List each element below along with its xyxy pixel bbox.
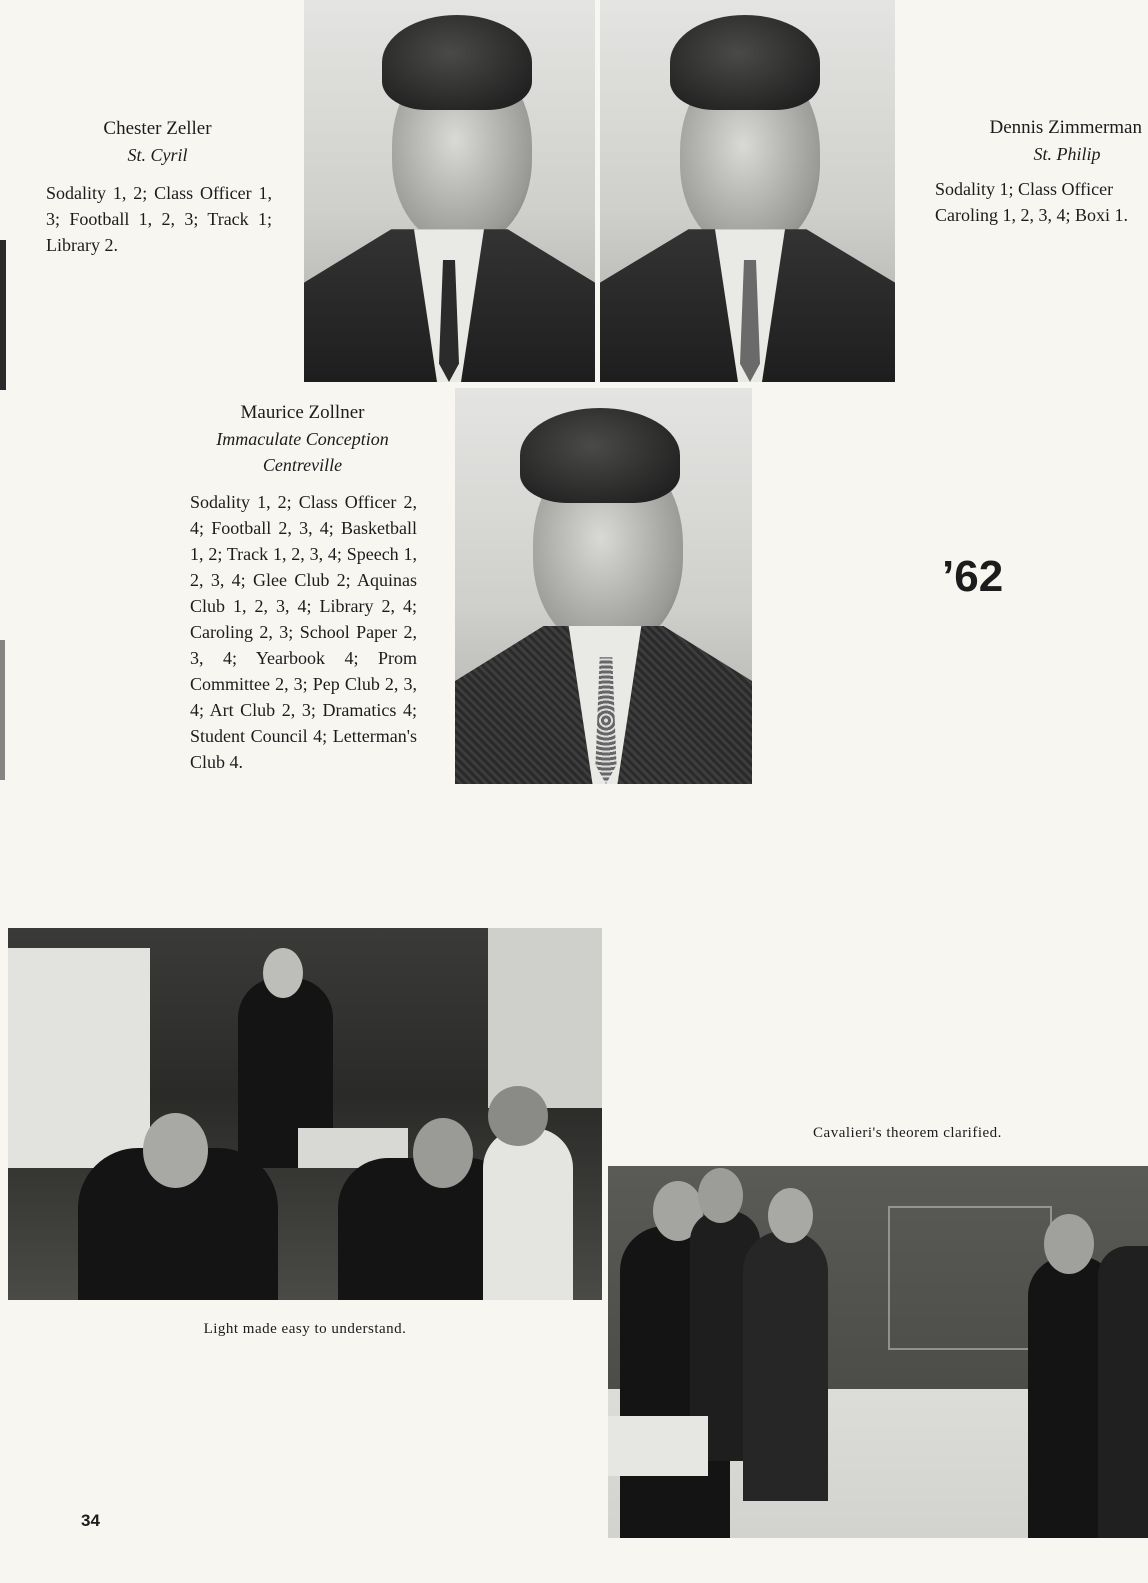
student-parish: St. Philip bbox=[1033, 144, 1101, 164]
student-name: Chester Zeller bbox=[103, 118, 212, 139]
photo-caption-light: Light made easy to understand. bbox=[203, 1321, 407, 1337]
student-parish-town: Centreville bbox=[262, 455, 343, 475]
student-name: Maurice Zollner bbox=[240, 402, 365, 423]
photo-caption-cavalieri: Cavalieri's theorem clarified. bbox=[813, 1125, 1002, 1141]
student-entry-zeller bbox=[40, 116, 275, 168]
page-edge-mark bbox=[0, 240, 6, 390]
portrait-photo-zimmerman bbox=[600, 0, 895, 382]
student-activities: Sodality 1, 2; Class Officer 2, 4; Football 2, 3, 4; Basketball 1, 2; Track 1, 2, 3, 4; Speech 1, 2, 3, 4; Glee Club 2; Aquinas Club 1, 2, 3, 4; Library 2, 4; Caroling 2, 3; School Paper 2, 3, 4; Yearbook 4; Prom Committee 2, 3; Pep Club 2, 3, 4; Art Club 2, 3; Dramatics 4; Student Council 4; Letterman's Club 4. bbox=[190, 492, 417, 772]
portrait-photo-zeller bbox=[304, 0, 595, 382]
student-entry-zollner bbox=[190, 400, 415, 478]
portrait-photo-zollner bbox=[455, 388, 752, 784]
student-activities: Sodality 1; Class Officer Caroling 1, 2, 3, 4; Boxi 1. bbox=[935, 179, 1128, 225]
student-parish: St. Cyril bbox=[127, 145, 188, 165]
page-edge-mark bbox=[0, 640, 5, 780]
student-activities: Sodality 1, 2; Class Officer 1, 3; Football 1, 2, 3; Track 1; Library 2. bbox=[46, 183, 272, 255]
student-entry-zimmerman bbox=[932, 115, 1142, 167]
classroom-photo-cavalieri bbox=[608, 1166, 1148, 1538]
student-name: Dennis Zimmerman bbox=[989, 117, 1142, 138]
classroom-photo-light bbox=[8, 928, 602, 1300]
class-year-mark: ’62 bbox=[942, 552, 1004, 601]
student-parish: Immaculate Conception bbox=[216, 429, 389, 449]
page-number: 34 bbox=[81, 1511, 100, 1530]
